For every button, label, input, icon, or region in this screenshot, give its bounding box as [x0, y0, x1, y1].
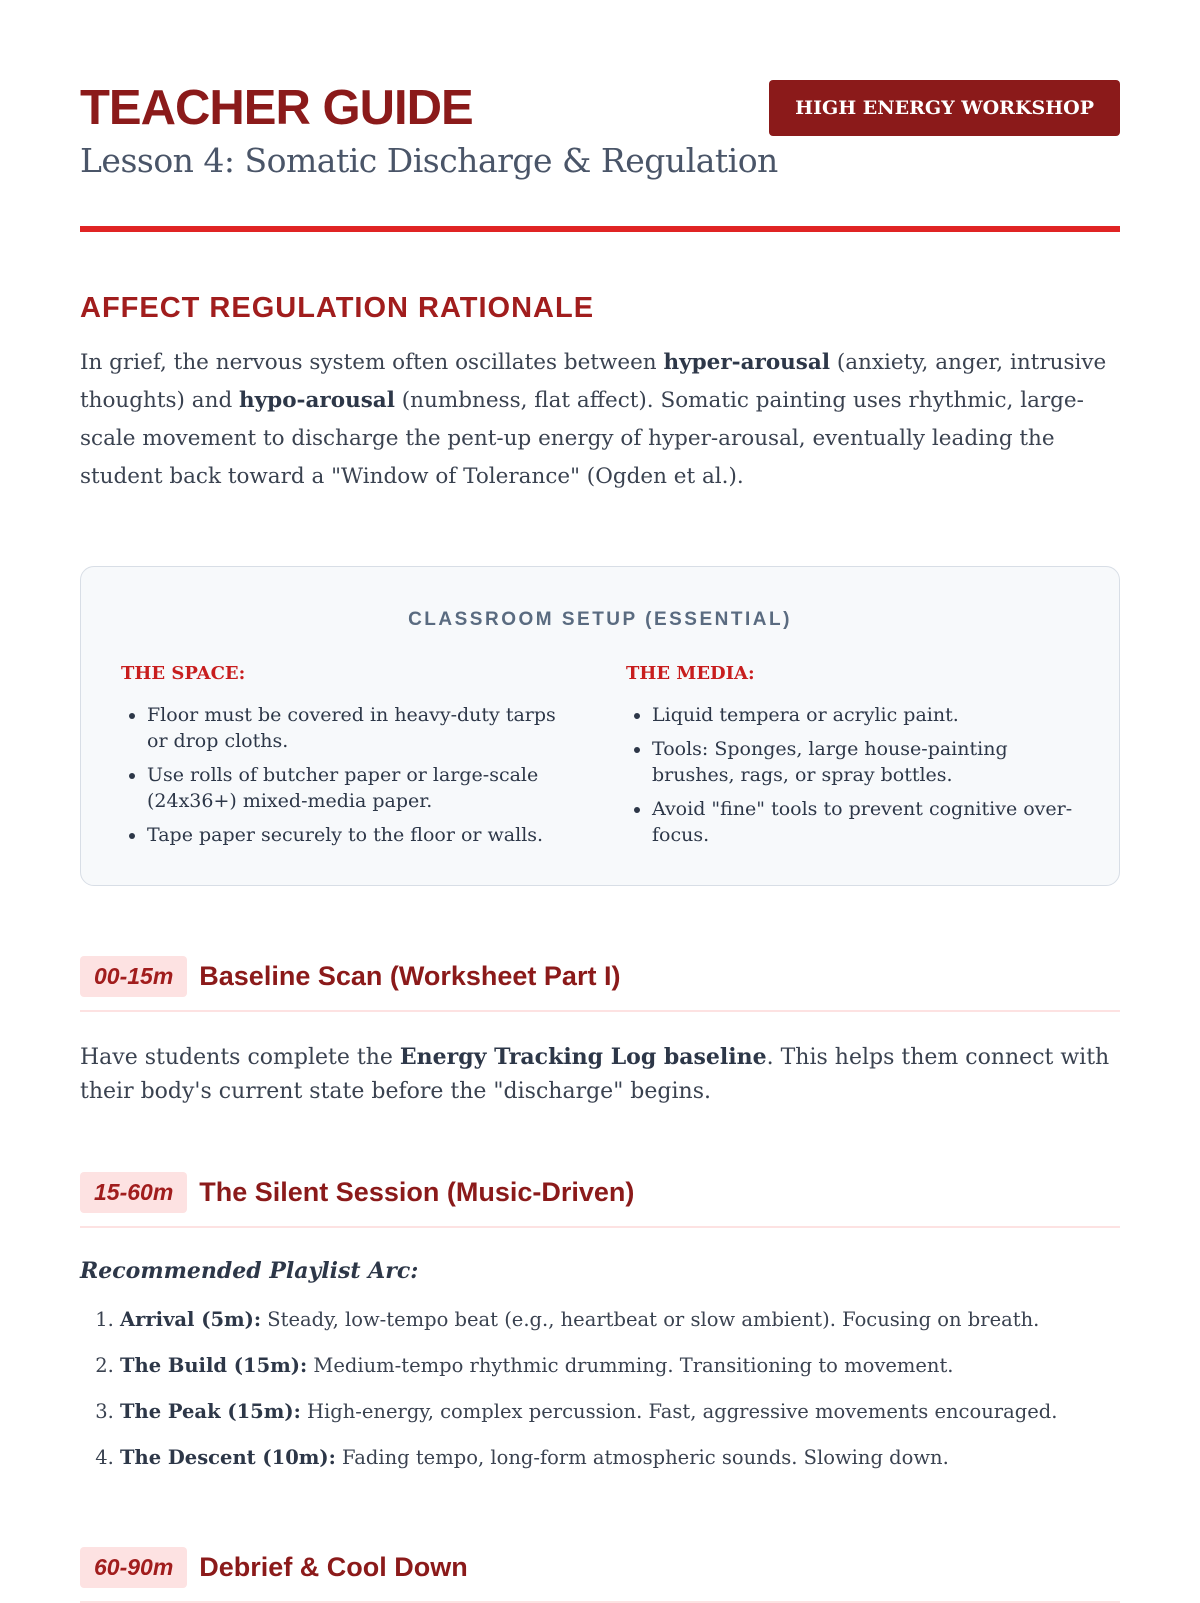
phase-title: The Silent Session (Music-Driven) — [199, 1177, 635, 1207]
playlist — [80, 1306, 1120, 1472]
rationale-heading: AFFECT REGULATION RATIONALE — [80, 292, 595, 324]
list-item: 4. The Descent (10m): Fading tempo, long-form atmospheric sounds. Slowing down. — [120, 1444, 1120, 1472]
media-list — [626, 702, 1086, 848]
header-divider — [80, 226, 1120, 232]
phase-title: Baseline Scan (Worksheet Part I) — [199, 961, 621, 991]
list-item: • Liquid tempera or acrylic paint. — [652, 702, 1086, 728]
classroom-setup-box — [80, 566, 1120, 886]
setup-title: CLASSROOM SETUP (ESSENTIAL) — [408, 609, 792, 630]
media-column — [626, 663, 1086, 856]
space-list — [121, 702, 571, 848]
list-item: • Floor must be covered in heavy-duty tarps or drop cloths. — [147, 702, 571, 754]
phase-divider — [80, 1010, 1120, 1012]
media-title: THE MEDIA: — [626, 663, 755, 684]
list-item: • Tools: Sponges, large house-painting brushes, rags, or spray bottles. — [652, 736, 1086, 788]
time-badge: 00-15m — [80, 956, 187, 997]
rationale-text: In grief, the nervous system often oscillates between hyper-arousal (anxiety, anger, intrusive thoughts) and hypo-arousal (numbness, flat affect). Somatic painting uses rhythmic, large-scale movement to discharge the pent-up energy of hyper-arousal, eventually leading the student back toward a "Window of Tolerance" (Ogden et al.). — [80, 350, 1107, 489]
phase-silent-session — [80, 1172, 1120, 1490]
phase-baseline-scan — [80, 956, 1120, 1109]
space-column — [121, 663, 571, 856]
header — [80, 80, 1120, 180]
playlist-label: Recommended Playlist Arc: — [80, 1258, 419, 1284]
list-item: • Use rolls of butcher paper or large-scale (24x36+) mixed-media paper. — [147, 762, 571, 814]
phase-title: Debrief & Cool Down — [199, 1552, 468, 1582]
phase-divider — [80, 1226, 1120, 1228]
list-item: • Tape paper securely to the floor or walls. — [147, 822, 571, 848]
lesson-subtitle: Lesson 4: Somatic Discharge & Regulation — [80, 141, 778, 180]
phase-text: Have students complete the Energy Tracking Log baseline. This helps them connect with their body's current state before the "discharge" begins. — [80, 1044, 1110, 1104]
list-item: 1. Arrival (5m): Steady, low-tempo beat (e.g., heartbeat or slow ambient). Focusing on breath. — [120, 1306, 1120, 1334]
phase-debrief — [80, 1547, 1120, 1603]
list-item: 3. The Peak (15m): High-energy, complex percussion. Fast, aggressive movements encouraged. — [120, 1398, 1120, 1426]
hypo-arousal-term: hypo-arousal — [239, 388, 395, 413]
space-title: THE SPACE: — [121, 663, 246, 684]
page-title: TEACHER GUIDE — [80, 81, 473, 135]
workshop-badge: HIGH ENERGY WORKSHOP — [769, 80, 1120, 136]
list-item: 2. The Build (15m): Medium-tempo rhythmic drumming. Transitioning to movement. — [120, 1352, 1120, 1380]
list-item: • Avoid "fine" tools to prevent cognitive over-focus. — [652, 796, 1086, 848]
hyper-arousal-term: hyper-arousal — [663, 350, 831, 375]
time-badge: 60-90m — [80, 1547, 187, 1588]
time-badge: 15-60m — [80, 1172, 187, 1213]
energy-log-term: Energy Tracking Log baseline — [399, 1044, 767, 1070]
